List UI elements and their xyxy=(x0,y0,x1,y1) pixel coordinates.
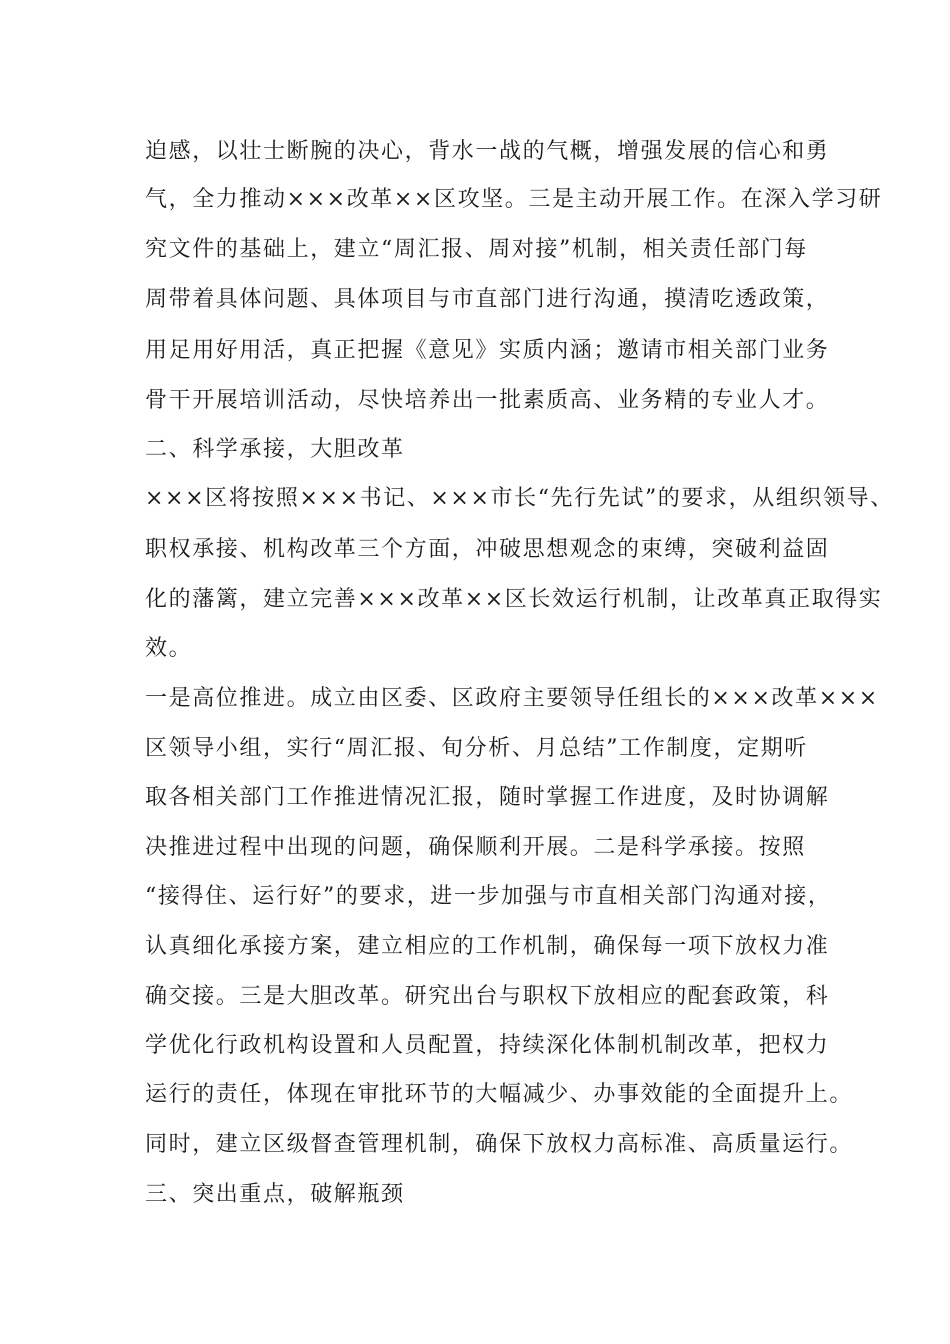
text-line: 用足用好用活，真正把握《意见》实质内涵；邀请市相关部门业务 xyxy=(145,338,830,363)
section-heading: 二、科学承接，大胆改革 xyxy=(145,437,405,462)
text-line: ×××区将按照×××书记、×××市长“先行先试”的要求，从组织领导、 xyxy=(145,486,894,511)
text-line: 一是高位推进。成立由区委、区政府主要领导任组长的×××改革××× xyxy=(145,686,879,711)
text-line: 职权承接、机构改革三个方面，冲破思想观念的束缚，突破利益固 xyxy=(145,537,830,562)
text-line: 学优化行政机构设置和人员配置，持续深化体制机制改革，把权力 xyxy=(145,1033,830,1058)
text-line: 效。 xyxy=(145,636,193,661)
text-line: 取各相关部门工作推进情况汇报，随时掌握工作进度，及时协调解 xyxy=(145,785,830,810)
text-line: 究文件的基础上，建立“周汇报、周对接”机制，相关责任部门每 xyxy=(145,237,808,262)
text-line: 化的藩篱，建立完善×××改革××区长效运行机制，让改革真正取得实 xyxy=(145,587,883,612)
text-line: 认真细化承接方案，建立相应的工作机制，确保每一项下放权力准 xyxy=(145,934,830,959)
text-line: 迫感，以壮士断腕的决心，背水一战的气概，增强发展的信心和勇 xyxy=(145,139,830,164)
text-line: 区领导小组，实行“周汇报、旬分析、月总结”工作制度，定期听 xyxy=(145,736,808,761)
text-line: 骨干开展培训活动，尽快培养出一批素质高、业务精的专业人才。 xyxy=(145,388,830,413)
text-line: 确交接。三是大胆改革。研究出台与职权下放相应的配套政策，科 xyxy=(145,984,830,1009)
text-line: 周带着具体问题、具体项目与市直部门进行沟通，摸清吃透政策， xyxy=(145,287,830,312)
text-line: 气，全力推动×××改革××区攻坚。三是主动开展工作。在深入学习研 xyxy=(145,187,883,212)
text-line: “接得住、运行好”的要求，进一步加强与市直相关部门沟通对接， xyxy=(145,884,832,909)
text-line: 决推进过程中出现的问题，确保顺利开展。二是科学承接。按照 xyxy=(145,835,806,860)
section-heading: 三、突出重点，破解瓶颈 xyxy=(145,1182,405,1207)
text-line: 运行的责任，体现在审批环节的大幅减少、办事效能的全面提升上。 xyxy=(145,1082,854,1107)
text-line: 同时，建立区级督查管理机制，确保下放权力高标准、高质量运行。 xyxy=(145,1132,854,1157)
